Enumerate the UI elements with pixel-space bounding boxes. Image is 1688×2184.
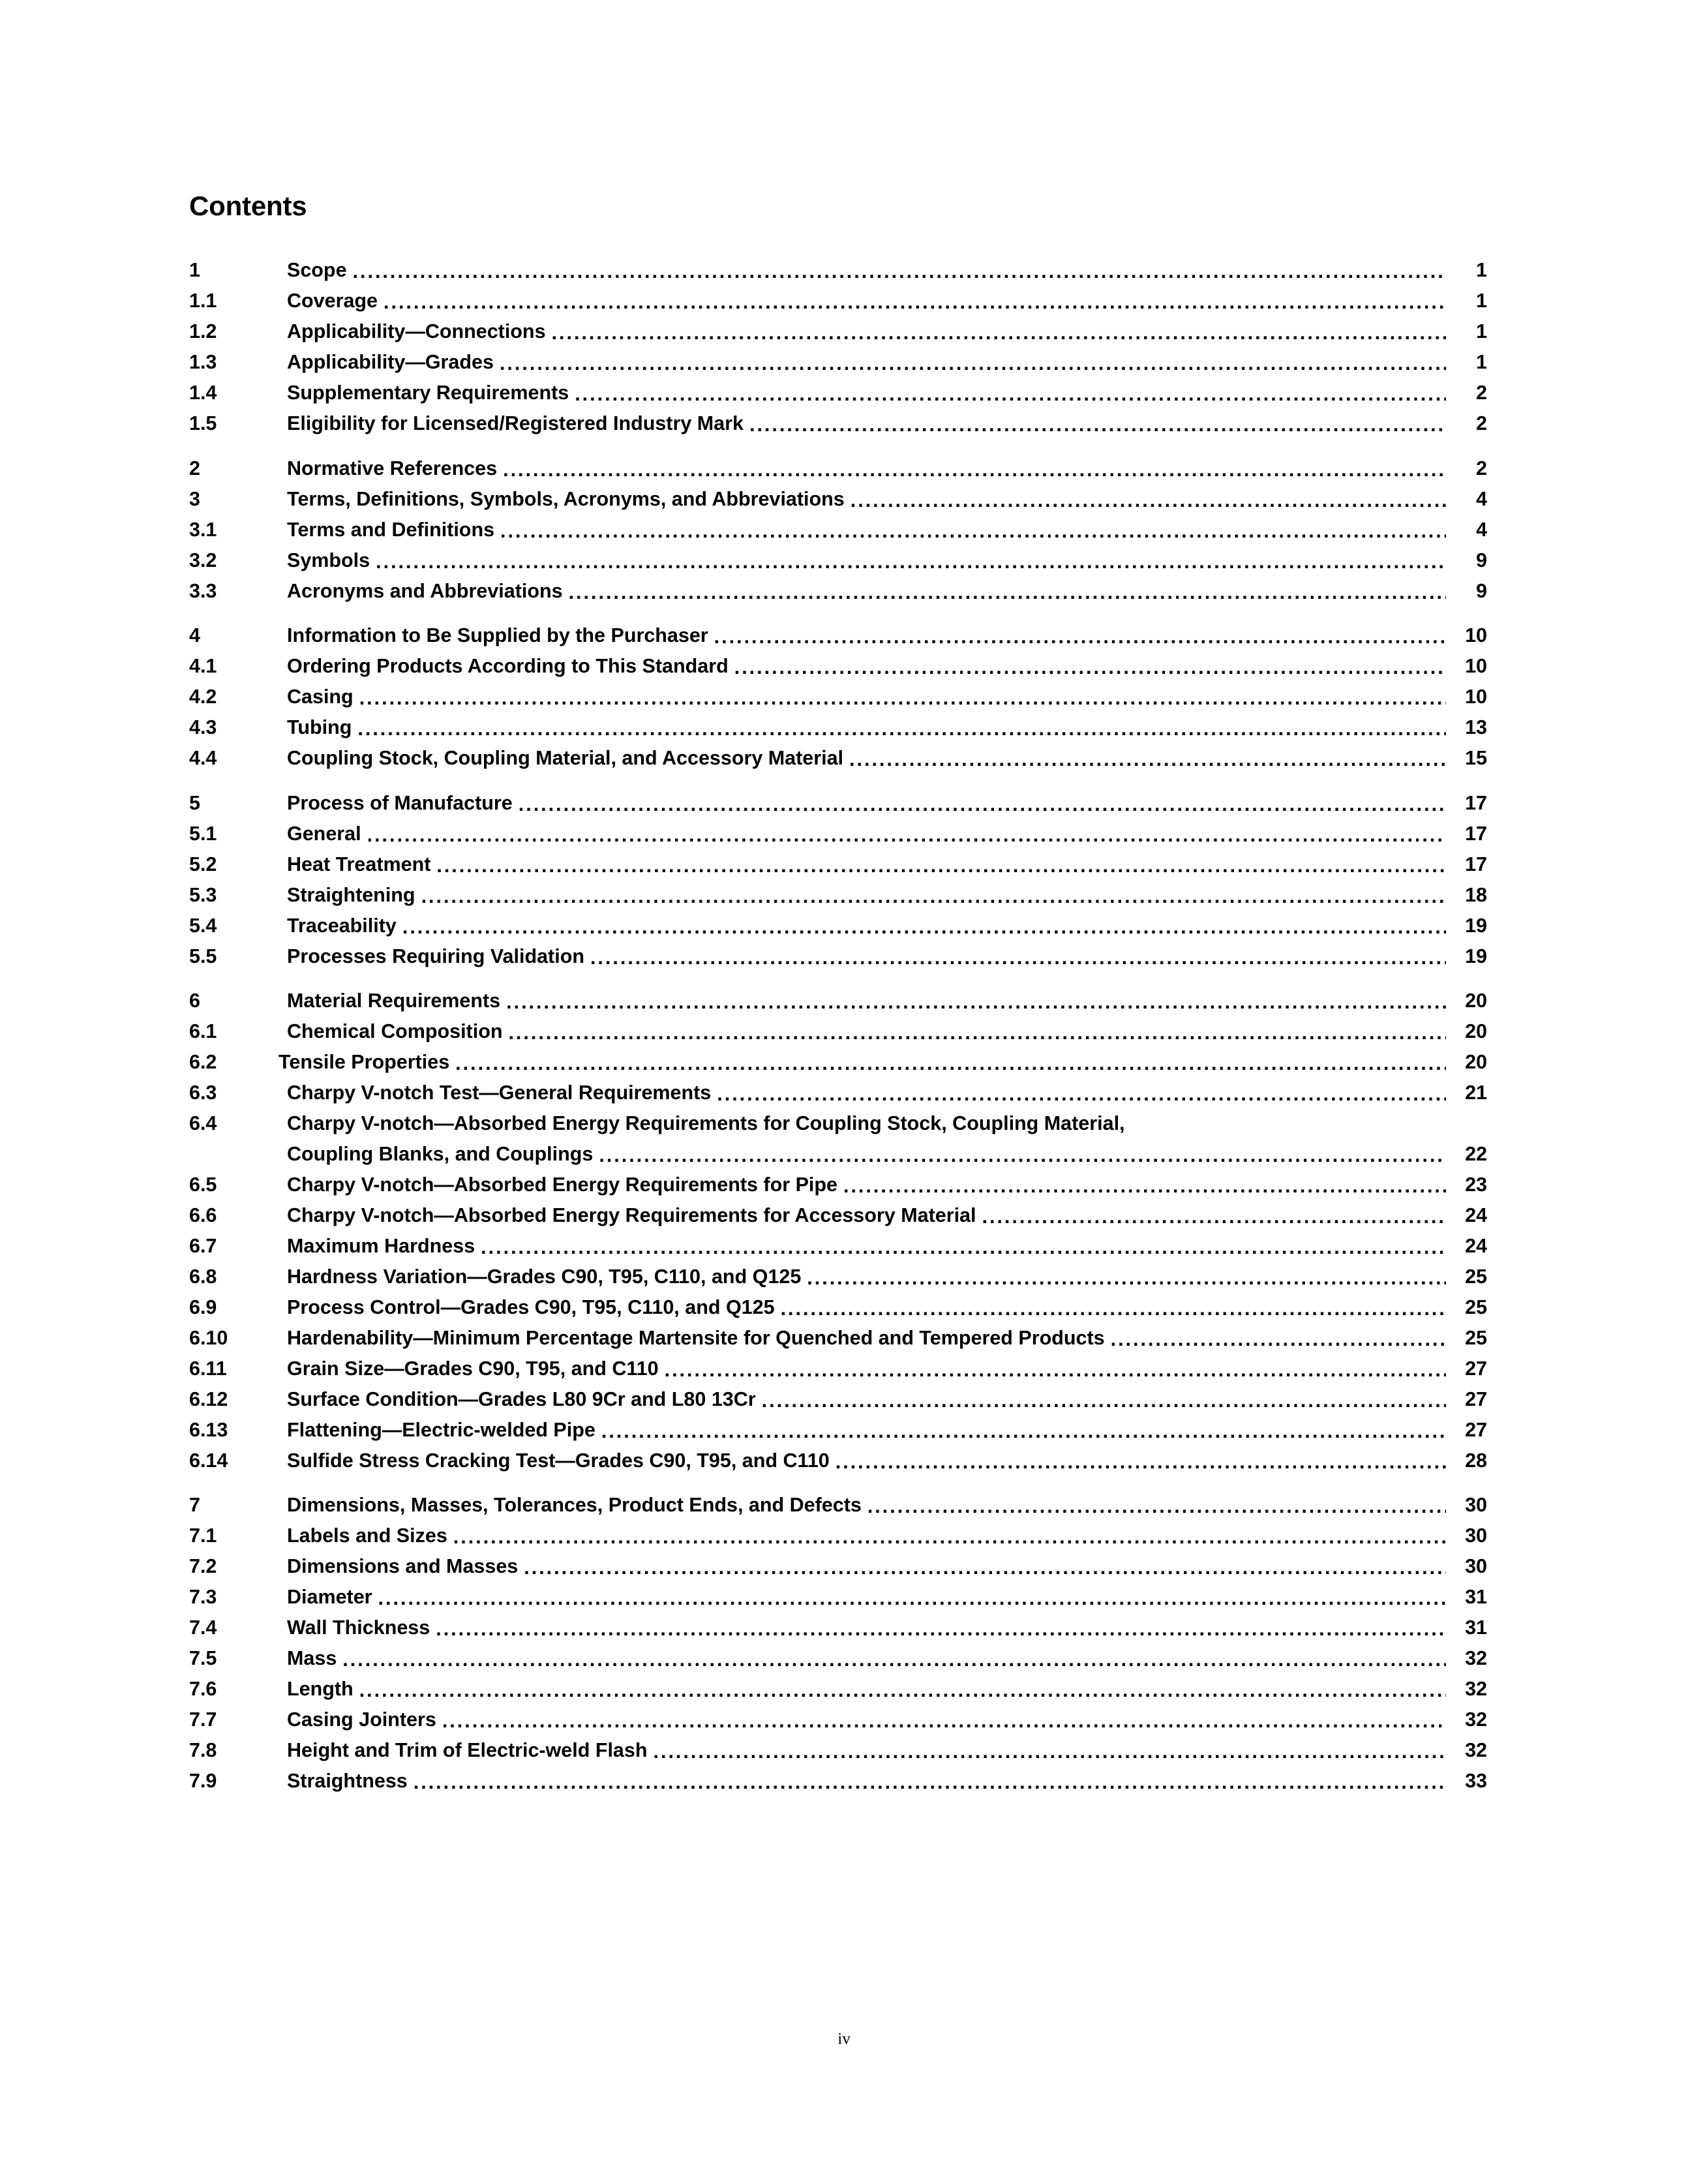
toc-dot-leader xyxy=(481,1236,1446,1256)
toc-entry[interactable] xyxy=(189,885,1487,905)
toc-dot-leader xyxy=(500,353,1446,372)
toc-entry[interactable] xyxy=(189,718,1487,738)
toc-entry-page-number: 10 xyxy=(1465,686,1487,708)
toc-entry-page-number: 25 xyxy=(1465,1326,1487,1349)
toc-entry[interactable] xyxy=(189,1679,1487,1699)
toc-group xyxy=(189,260,1487,434)
toc-entry-page-number: 17 xyxy=(1465,822,1487,845)
toc-entry[interactable] xyxy=(189,352,1487,372)
toc-dot-leader xyxy=(654,1741,1447,1761)
toc-entry-page-number: 13 xyxy=(1465,716,1487,738)
toc-dot-leader xyxy=(665,1359,1446,1378)
toc-entry-number: 5 xyxy=(189,791,200,814)
toc-dot-leader xyxy=(552,322,1446,342)
toc-entry-title: Casing xyxy=(287,686,354,708)
toc-entry-title: Wall Thickness xyxy=(287,1616,430,1639)
toc-entry-title: Height and Trim of Electric-weld Flash xyxy=(287,1739,648,1761)
toc-dot-leader xyxy=(734,657,1446,676)
toc-entry-title: Charpy V-notch—Absorbed Energy Requirements for Accessory Material xyxy=(287,1204,976,1226)
toc-entry[interactable] xyxy=(189,656,1487,676)
toc-dot-leader xyxy=(378,1588,1446,1607)
toc-entry-number: 6.5 xyxy=(189,1173,217,1196)
toc-entry[interactable] xyxy=(189,1389,1487,1410)
toc-entry[interactable] xyxy=(189,291,1487,311)
toc-entry-number: 1.2 xyxy=(189,320,217,342)
toc-entry[interactable] xyxy=(189,459,1487,479)
toc-dot-leader xyxy=(414,1772,1446,1791)
toc-entry-title: Tensile Properties xyxy=(279,1051,450,1073)
toc-entry[interactable] xyxy=(189,1206,1487,1226)
toc-dot-leader xyxy=(500,520,1446,539)
toc-entry-title: Diameter xyxy=(287,1586,372,1608)
toc-entry[interactable] xyxy=(189,1618,1487,1638)
toc-entry-title: Surface Condition—Grades L80 9Cr and L80 13Cr xyxy=(287,1388,756,1410)
toc-group xyxy=(189,626,1487,768)
toc-entry-number: 4.3 xyxy=(189,716,217,738)
page-title: Contents xyxy=(189,190,307,221)
toc-entry-page-number: 10 xyxy=(1465,655,1487,677)
toc-entry-page-number: 27 xyxy=(1465,1418,1487,1441)
toc-entry-page-number: 1 xyxy=(1476,320,1487,342)
toc-entry[interactable] xyxy=(189,1083,1487,1103)
toc-entry-number: 6.8 xyxy=(189,1265,217,1288)
toc-entry[interactable] xyxy=(189,1052,1487,1072)
toc-entry[interactable] xyxy=(189,414,1487,434)
toc-entry-title: Coupling Stock, Coupling Material, and Accessory Material xyxy=(287,747,844,769)
toc-entry[interactable] xyxy=(189,916,1487,936)
toc-entry-page-number: 2 xyxy=(1476,382,1487,404)
toc-entry-page-number: 31 xyxy=(1465,1616,1487,1639)
toc-entry-number: 4.1 xyxy=(189,655,217,677)
toc-entry[interactable] xyxy=(189,1420,1487,1440)
toc-dot-leader xyxy=(353,261,1446,281)
toc-entry-title: Ordering Products According to This Standard xyxy=(287,655,729,677)
toc-entry-number: 7 xyxy=(189,1494,200,1516)
toc-entry[interactable] xyxy=(189,1114,1487,1164)
toc-entry-title: Labels and Sizes xyxy=(287,1524,447,1547)
toc-entry-page-number: 20 xyxy=(1465,1051,1487,1073)
toc-entry-number: 1.4 xyxy=(189,382,217,404)
toc-entry[interactable] xyxy=(189,1587,1487,1607)
toc-dot-leader xyxy=(442,1710,1446,1730)
toc-entry[interactable] xyxy=(189,520,1487,540)
toc-entry-number: 6.12 xyxy=(189,1388,228,1410)
toc-entry-title: Casing Jointers xyxy=(287,1708,436,1731)
toc-entry-page-number: 22 xyxy=(1465,1142,1487,1165)
toc-entry-page-number: 9 xyxy=(1476,579,1487,602)
toc-entry[interactable] xyxy=(189,1451,1487,1471)
toc-entry-number: 7.8 xyxy=(189,1739,217,1761)
toc-entry-page-number: 23 xyxy=(1465,1173,1487,1196)
toc-entry[interactable] xyxy=(189,1526,1487,1546)
toc-entry-title: Supplementary Requirements xyxy=(287,382,569,404)
toc-entry-number: 6.11 xyxy=(189,1357,227,1380)
toc-entry-title: Length xyxy=(287,1678,354,1700)
toc-entry-page-number: 21 xyxy=(1465,1082,1487,1104)
toc-dot-leader xyxy=(508,1022,1446,1042)
toc-entry-title: Terms, Definitions, Symbols, Acronyms, and Abbreviations xyxy=(287,487,845,510)
toc-entry-number: 6.14 xyxy=(189,1449,228,1472)
toc-entry-page-number: 30 xyxy=(1465,1494,1487,1516)
toc-entry-number: 1.3 xyxy=(189,351,217,373)
toc-entry-number: 6 xyxy=(189,990,200,1012)
toc-entry-page-number: 27 xyxy=(1465,1357,1487,1380)
toc-entry-title: Process Control—Grades C90, T95, C110, and Q125 xyxy=(287,1296,775,1318)
toc-entry[interactable] xyxy=(189,626,1487,646)
toc-entry-page-number: 25 xyxy=(1465,1296,1487,1318)
toc-dot-leader xyxy=(762,1389,1446,1409)
toc-entry-page-number: 32 xyxy=(1465,1647,1487,1669)
toc-entry-page-number: 20 xyxy=(1465,990,1487,1012)
page-content-area xyxy=(189,192,1487,1791)
toc-group xyxy=(189,793,1487,967)
toc-entry-number: 7.2 xyxy=(189,1555,217,1577)
toc-entry-page-number: 4 xyxy=(1476,518,1487,541)
toc-entry-title: Applicability—Connections xyxy=(287,320,546,342)
toc-dot-leader xyxy=(455,1053,1446,1072)
toc-entry[interactable] xyxy=(189,793,1487,813)
toc-entry-title: Dimensions and Masses xyxy=(287,1555,519,1577)
toc-entry-title: Hardness Variation—Grades C90, T95, C110, and Q125 xyxy=(287,1265,802,1288)
toc-dot-leader xyxy=(599,1144,1446,1164)
toc-entry[interactable] xyxy=(189,1771,1487,1791)
toc-entry-line xyxy=(189,1114,1487,1134)
toc-dot-leader xyxy=(376,551,1446,570)
toc-entry-title: Straightness xyxy=(287,1770,408,1792)
toc-entry[interactable] xyxy=(189,1022,1487,1042)
toc-entry[interactable] xyxy=(189,581,1487,601)
toc-entry[interactable] xyxy=(189,991,1487,1011)
toc-entry[interactable] xyxy=(189,551,1487,571)
toc-dot-leader xyxy=(524,1557,1446,1577)
toc-dot-leader xyxy=(717,1084,1446,1103)
toc-dot-leader xyxy=(749,414,1446,434)
toc-dot-leader xyxy=(342,1649,1446,1669)
toc-entry-page-number: 30 xyxy=(1465,1524,1487,1547)
toc-entry-number: 7.9 xyxy=(189,1770,217,1792)
toc-dot-leader xyxy=(436,1618,1446,1638)
toc-entry-number: 4.2 xyxy=(189,686,217,708)
toc-entry-page-number: 17 xyxy=(1465,791,1487,814)
toc-entry-number: 6.3 xyxy=(189,1082,217,1104)
toc-entry[interactable] xyxy=(189,687,1487,707)
toc-entry-title: Eligibility for Licensed/Registered Industry Mark xyxy=(287,412,744,434)
toc-entry[interactable] xyxy=(189,947,1487,967)
toc-entry-number: 2 xyxy=(189,457,200,479)
toc-entry-title: Acronyms and Abbreviations xyxy=(287,579,563,602)
toc-entry-title: Charpy V-notch Test—General Requirements xyxy=(287,1082,712,1104)
toc-dot-leader xyxy=(982,1206,1446,1225)
toc-entry-title: Symbols xyxy=(287,549,370,571)
table-of-contents xyxy=(189,260,1487,1791)
toc-entry-title: Processes Requiring Validation xyxy=(287,945,584,967)
toc-entry-page-number: 32 xyxy=(1465,1708,1487,1731)
toc-entry-number: 7.6 xyxy=(189,1678,217,1700)
toc-dot-leader xyxy=(359,688,1446,707)
toc-dot-leader xyxy=(781,1297,1446,1317)
toc-entry-page-number: 19 xyxy=(1465,945,1487,967)
toc-entry[interactable] xyxy=(189,1556,1487,1577)
toc-entry-title: Material Requirements xyxy=(287,990,501,1012)
toc-entry-page-number: 28 xyxy=(1465,1449,1487,1472)
toc-entry-number: 6.4 xyxy=(189,1112,217,1134)
toc-dot-leader xyxy=(851,489,1446,509)
toc-entry-page-number: 32 xyxy=(1465,1739,1487,1761)
toc-entry-title: Charpy V-notch—Absorbed Energy Requirements for Coupling Stock, Coupling Material, xyxy=(287,1112,1125,1134)
toc-group xyxy=(189,1495,1487,1791)
toc-entry-number: 6.6 xyxy=(189,1204,217,1226)
toc-entry-page-number: 9 xyxy=(1476,549,1487,571)
toc-entry[interactable] xyxy=(189,322,1487,342)
toc-entry-page-number: 24 xyxy=(1465,1234,1487,1257)
toc-entry-title: Applicability—Grades xyxy=(287,351,494,373)
toc-entry-number: 5.2 xyxy=(189,853,217,875)
toc-dot-leader xyxy=(506,992,1446,1011)
toc-entry-title: Mass xyxy=(287,1647,337,1669)
toc-dot-leader xyxy=(569,581,1446,601)
toc-entry-number: 4.4 xyxy=(189,747,217,769)
toc-entry-line xyxy=(189,1144,1487,1164)
toc-entry-page-number: 24 xyxy=(1465,1204,1487,1226)
toc-entry[interactable] xyxy=(189,1359,1487,1379)
toc-entry-number: 5.1 xyxy=(189,822,217,845)
toc-entry-title: Grain Size—Grades C90, T95, and C110 xyxy=(287,1357,659,1380)
toc-entry-number: 6.1 xyxy=(189,1020,217,1042)
toc-entry-title: Straightening xyxy=(287,883,415,906)
toc-entry-number: 1.1 xyxy=(189,290,217,312)
toc-entry-number: 5.5 xyxy=(189,945,217,967)
toc-dot-leader xyxy=(453,1526,1446,1546)
toc-dot-leader xyxy=(359,1680,1446,1699)
toc-dot-leader xyxy=(519,793,1446,813)
toc-dot-leader xyxy=(357,718,1446,738)
toc-entry[interactable] xyxy=(189,383,1487,403)
toc-entry-title: General xyxy=(287,822,361,845)
toc-entry-page-number: 33 xyxy=(1465,1770,1487,1792)
toc-entry[interactable] xyxy=(189,1267,1487,1287)
toc-dot-leader xyxy=(849,749,1446,768)
toc-dot-leader xyxy=(590,947,1446,966)
toc-dot-leader xyxy=(807,1267,1446,1286)
toc-entry-number: 7.4 xyxy=(189,1616,217,1639)
toc-entry-title: Process of Manufacture xyxy=(287,791,513,814)
toc-entry-page-number: 25 xyxy=(1465,1265,1487,1288)
toc-entry[interactable] xyxy=(189,1710,1487,1730)
toc-entry-number: 6.10 xyxy=(189,1326,228,1349)
toc-entry-number: 6.13 xyxy=(189,1418,228,1441)
toc-group xyxy=(189,991,1487,1470)
toc-entry-page-number: 18 xyxy=(1465,883,1487,906)
toc-entry-title: Hardenability—Minimum Percentage Martensite for Quenched and Tempered Products xyxy=(287,1326,1105,1349)
toc-dot-leader xyxy=(402,916,1446,935)
toc-entry-number: 7.7 xyxy=(189,1708,217,1731)
toc-entry[interactable] xyxy=(189,1495,1487,1515)
toc-entry-page-number: 2 xyxy=(1476,457,1487,479)
toc-entry-number: 6.2 xyxy=(189,1051,217,1073)
toc-entry-title: Traceability xyxy=(287,914,397,937)
toc-entry[interactable] xyxy=(189,1297,1487,1318)
toc-entry[interactable] xyxy=(189,1175,1487,1195)
toc-entry[interactable] xyxy=(189,748,1487,768)
toc-entry[interactable] xyxy=(189,260,1487,281)
toc-entry-page-number: 20 xyxy=(1465,1020,1487,1042)
toc-dot-leader xyxy=(575,384,1446,403)
toc-entry-title: Dimensions, Masses, Tolerances, Product Ends, and Defects xyxy=(287,1494,862,1516)
toc-entry-title: Normative References xyxy=(287,457,498,479)
toc-entry-page-number: 10 xyxy=(1465,624,1487,646)
toc-dot-leader xyxy=(367,824,1446,843)
toc-entry[interactable] xyxy=(189,1740,1487,1761)
toc-dot-leader xyxy=(601,1420,1446,1440)
toc-entry-number: 4 xyxy=(189,624,200,646)
toc-entry-title: Flattening—Electric-welded Pipe xyxy=(287,1418,595,1441)
toc-entry-number: 6.7 xyxy=(189,1234,217,1257)
toc-dot-leader xyxy=(384,292,1446,311)
toc-entry-title: Chemical Composition xyxy=(287,1020,503,1042)
toc-entry-page-number: 2 xyxy=(1476,412,1487,434)
toc-dot-leader xyxy=(836,1451,1446,1470)
toc-dot-leader xyxy=(867,1496,1446,1515)
toc-dot-leader xyxy=(1111,1328,1446,1348)
toc-dot-leader xyxy=(421,885,1446,905)
toc-entry-page-number: 15 xyxy=(1465,747,1487,769)
toc-entry-number: 6.9 xyxy=(189,1296,217,1318)
toc-entry-title: Coupling Blanks, and Couplings xyxy=(287,1142,594,1165)
page-number-folio: iv xyxy=(837,2030,851,2048)
toc-entry-title: Information to Be Supplied by the Purchaser xyxy=(287,624,708,646)
toc-entry-page-number: 27 xyxy=(1465,1388,1487,1410)
toc-entry-title: Maximum Hardness xyxy=(287,1234,475,1257)
toc-entry[interactable] xyxy=(189,855,1487,875)
toc-entry-title: Sulfide Stress Cracking Test—Grades C90, T95, and C110 xyxy=(287,1449,830,1472)
toc-entry-number: 5.4 xyxy=(189,914,217,937)
toc-entry-page-number: 17 xyxy=(1465,853,1487,875)
toc-entry-page-number: 4 xyxy=(1476,487,1487,510)
toc-entry-title: Coverage xyxy=(287,290,378,312)
toc-entry-number: 3.1 xyxy=(189,518,217,541)
toc-entry-number: 5.3 xyxy=(189,883,217,906)
toc-entry-page-number: 32 xyxy=(1465,1678,1487,1700)
toc-dot-leader xyxy=(843,1175,1446,1194)
toc-entry-number: 3 xyxy=(189,487,200,510)
toc-entry-number: 1 xyxy=(189,259,200,281)
toc-entry-number: 7.5 xyxy=(189,1647,217,1669)
toc-dot-leader xyxy=(503,459,1446,478)
toc-entry[interactable] xyxy=(189,489,1487,509)
toc-dot-leader xyxy=(714,626,1446,646)
toc-entry-number: 3.3 xyxy=(189,579,217,602)
toc-entry-number: 1.5 xyxy=(189,412,217,434)
toc-entry-page-number: 19 xyxy=(1465,914,1487,937)
toc-entry-title: Tubing xyxy=(287,716,352,738)
toc-entry-page-number: 1 xyxy=(1476,259,1487,281)
toc-entry-number: 7.1 xyxy=(189,1524,217,1547)
toc-entry[interactable] xyxy=(189,1236,1487,1256)
toc-entry-title: Scope xyxy=(287,259,347,281)
toc-entry-page-number: 1 xyxy=(1476,351,1487,373)
toc-entry-title: Terms and Definitions xyxy=(287,518,495,541)
toc-entry[interactable] xyxy=(189,824,1487,844)
toc-group xyxy=(189,459,1487,601)
toc-entry-page-number: 1 xyxy=(1476,290,1487,312)
toc-entry[interactable] xyxy=(189,1328,1487,1348)
toc-entry-page-number: 30 xyxy=(1465,1555,1487,1577)
toc-entry-number: 3.2 xyxy=(189,549,217,571)
toc-entry-page-number: 31 xyxy=(1465,1586,1487,1608)
toc-entry-number: 7.3 xyxy=(189,1586,217,1608)
toc-dot-leader xyxy=(436,855,1446,874)
toc-entry-title: Heat Treatment xyxy=(287,853,431,875)
toc-entry-title: Charpy V-notch—Absorbed Energy Requirements for Pipe xyxy=(287,1173,837,1196)
toc-entry[interactable] xyxy=(189,1648,1487,1669)
